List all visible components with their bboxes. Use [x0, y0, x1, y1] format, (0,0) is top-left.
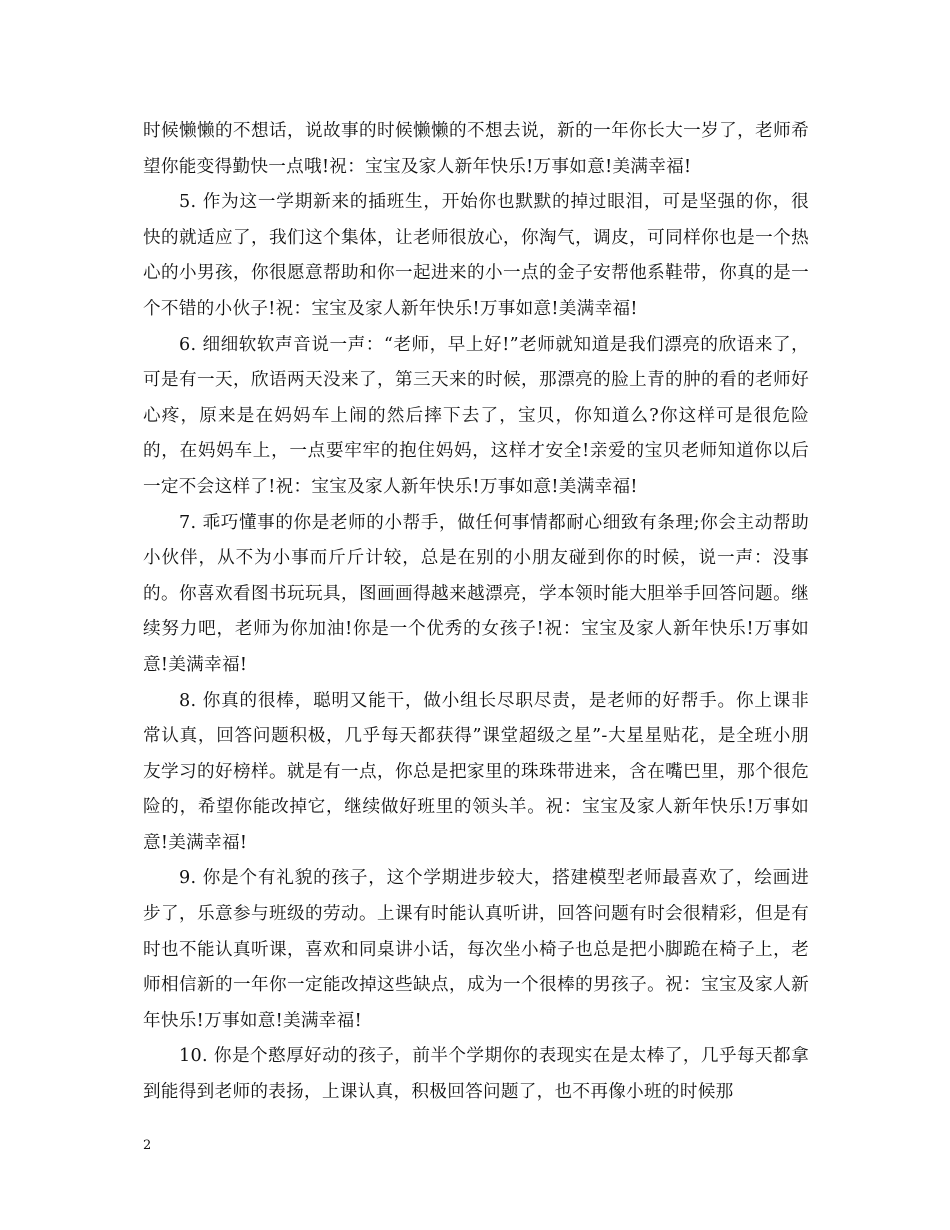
document-body [143, 114, 809, 1111]
paragraph-continuation: 时候懒懒的不想话，说故事的时候懒懒的不想去说，新的一年你长大一岁了，老师希望你能变得勤快一点哦!祝：宝宝及家人新年快乐!万事如意!美满幸福! [143, 121, 809, 177]
paragraph-item-8: 8. 你真的很棒，聪明又能干，做小组长尽职尽责，是老师的好帮手。你上课非常认真，回答问题积极，几乎每天都获得”课堂超级之星”-大星星贴花，是全班小朋友学习的好榜样。就是有一点，你总是把家里的珠珠带进来，含在嘴巴里，那个很危险的，希望你能改掉它，继续做好班里的领头羊。祝：宝宝及家人新年快乐!万事如意!美满幸福! [143, 690, 809, 853]
paragraph-item-10: 10. 你是个憨厚好动的孩子，前半个学期你的表现实在是太棒了，几乎每天都拿到能得到老师的表扬，上课认真，积极回答问题了，也不再像小班的时候那 [143, 1046, 809, 1103]
paragraph-item-5: 5. 作为这一学期新来的插班生，开始你也默默的掉过眼泪，可是坚强的你，很快的就适应了，我们这个集体，让老师很放心，你淘气，调皮，可同样你也是一个热心的小男孩，你很愿意帮助和你一起进来的小一点的金子安帮他系鞋带，你真的是一个不错的小伙子!祝：宝宝及家人新年快乐!万事如意!美满幸福! [143, 192, 809, 319]
page-number: 2 [143, 1138, 152, 1153]
paragraph-item-7: 7. 乖巧懂事的你是老师的小帮手，做任何事情都耐心细致有条理;你会主动帮助小伙伴，从不为小事而斤斤计较，总是在别的小朋友碰到你的时候，说一声：没事的。你喜欢看图书玩玩具，图画画得越来越漂亮，学本领时能大胆举手回答问题。继续努力吧，老师为你加油!你是一个优秀的女孩子!祝：宝宝及家人新年快乐!万事如意!美满幸福! [143, 512, 809, 675]
paragraph-item-9: 9. 你是个有礼貌的孩子，这个学期进步较大，搭建模型老师最喜欢了，绘画进步了，乐意参与班级的劳动。上课有时能认真听讲，回答问题有时会很精彩，但是有时也不能认真听课，喜欢和同桌讲小话，每次坐小椅子也总是把小脚跪在椅子上，老师相信新的一年你一定能改掉这些缺点，成为一个很棒的男孩子。祝：宝宝及家人新年快乐!万事如意!美满幸福! [143, 868, 809, 1031]
paragraph-item-6: 6. 细细软软声音说一声：“老师，早上好!”老师就知道是我们漂亮的欣语来了，可是有一天，欣语两天没来了，第三天来的时候，那漂亮的脸上青的肿的看的老师好心疼，原来是在妈妈车上闹的然后摔下去了，宝贝，你知道么?你这样可是很危险的，在妈妈车上，一点要牢牢的抱住妈妈，这样才安全!亲爱的宝贝老师知道你以后一定不会这样了!祝：宝宝及家人新年快乐!万事如意!美满幸福! [143, 334, 809, 497]
